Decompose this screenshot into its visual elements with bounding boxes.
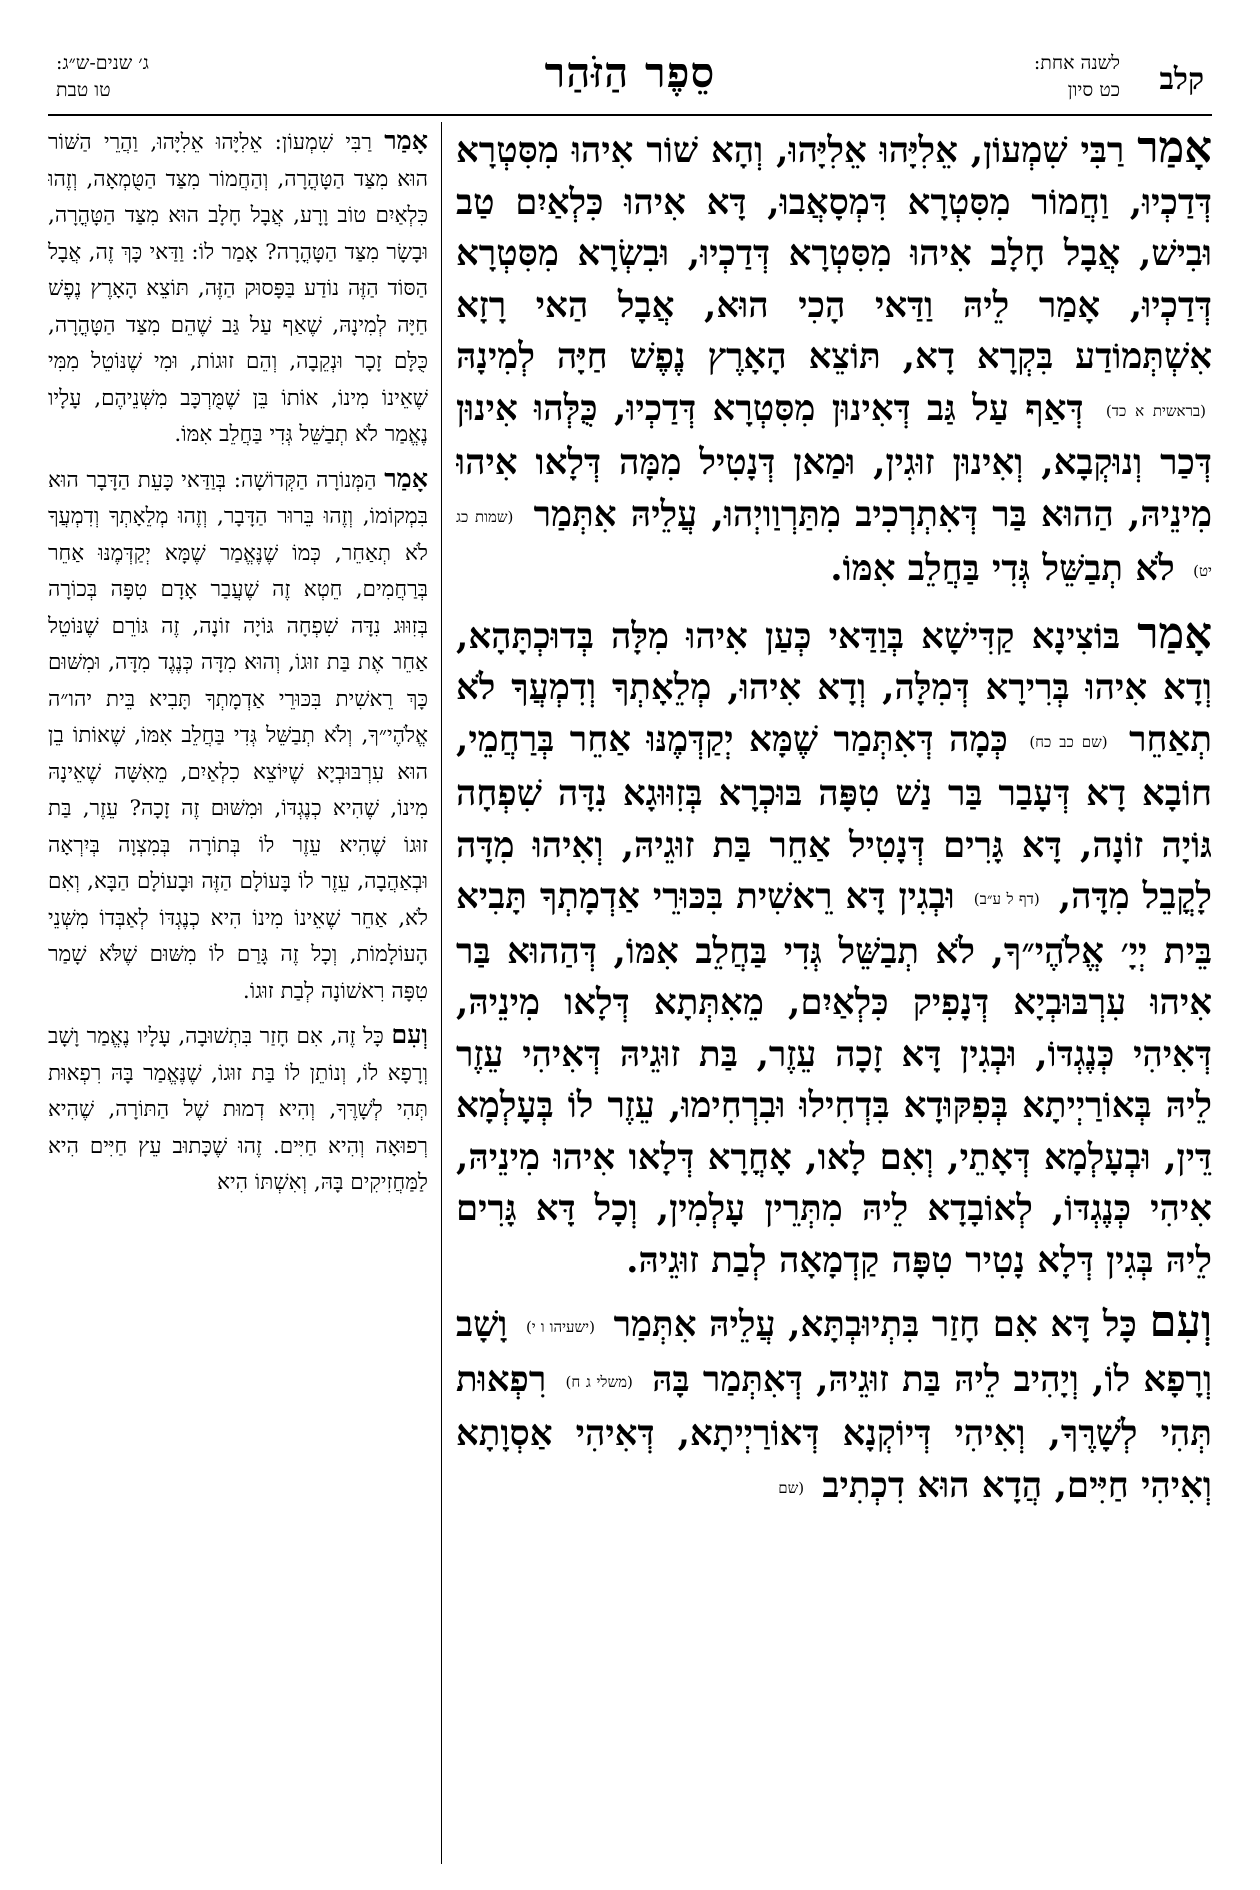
folio-reference: (דף ל ע״ב): [973, 890, 1040, 908]
verse-reference: (בראשית א כד): [1105, 401, 1206, 420]
hebrew-translation-column: [48, 122, 428, 1864]
paragraph-text: דְּאַף עַל גַּב דְּאִינוּן מִסִּטְרָא דְּדַכְיוּ, כֻּלְּהוּ אִינוּן דְּכַר וְנוּקְבָא, וְאִינוּן זוּגִין, וּמַאן דְּנָטִיל מִמָּה דְּלָאו אִיהוּ מִינֵיהּ, הַהוּא בַּר דְּאִתְרְכִיב מִתַּרְוַויְהוּ, עֲלֵיהּ אִתְּמַר: [456, 387, 1212, 535]
main-paragraph-2: [456, 608, 1212, 1287]
verse-reference: (ישעיהו ו י): [525, 1318, 595, 1336]
side-paragraph-3: [48, 1016, 428, 1202]
book-title: סֵפֶר הַזֹּהַר: [544, 48, 716, 97]
paragraph-text: וּבְגִין דָּא רֵאשִׁית בִּכּוּרֵי אַדְמָתְךָ תָּבִיא בֵּית יְיָ׳ אֱלֹהֶי״ךָ, לֹא תְבַשֵּׁל גְּדִי בַּחֲלֵב אִמּוֹ, דְּהַהוּא בַּר אִיהוּ עִרְבּוּבְיָא דְּנָפִיק כִּלְאַיִם, מֵאִתְּתָא דְּלָאו מִינֵיהּ, דְּאִיהִי כְּנֶגְדּוֹ, וּבְגִין דָּא זָכָה עֵזֶר, בַּת זוּגֵיהּ דְּאִיהִי עֵזֶר לֵיהּ בְּאוֹרַיְיתָא בְּפִקּוּדָא בִּדְחִילוּ וּבִרְחִימוּ, עֵזֶר לוֹ בְּעָלְמָא דֵּין, וּבְעָלְמָא דְּאָתֵי, וְאִם לָאו, אָחֳרָא דְּלָאו אִיהוּ מִינֵיהּ, אִיהִי כְּנֶגְדּוֹ, לְאוֹבָדָא לֵיהּ מִתְּרֵין עָלְמִין, וְכָל דָּא גָּרִים לֵיהּ בְּגִין דְּלָא נָטִיר טִפָּה קַדְמָאָה לְבַת זוּגֵיהּ.: [456, 876, 1212, 1281]
cycle-line-2: טו טבת: [56, 79, 111, 101]
main-paragraph-1: [456, 122, 1212, 598]
cycle-line-1: ג׳ שנים-ש״ג:: [56, 52, 149, 74]
paragraph-text: הַמְּנוֹרָה הַקְּדוֹשָׁה: בְּוַדַּאי כָּעֵת הַדָּבָר הוּא בִּמְקוֹמוֹ, וְזֶהוּ בֵּרוּר הַדָּבָר, וְזֶהוּ מְלֵאָתְךָ וְדִמְעֲךָ לֹא תְאַחֵר, כְּמוֹ שֶׁנֶּאֱמַר שֶׁמָּא יְקַדְּמֶנּוּ אַחֵר בְּרַחֲמִים, חֵטְא זֶה שֶׁעֲבַר אָדָם טִפָּה בְּכוֹרָה בְּזִוּוּג נִדָּה שִׁפְחָה גּוֹיָה זוֹנָה, זֶה גּוֹרֵם שֶׁנּוֹטֵל אַחֵר אֶת בַּת זוּגוֹ, וְהוּא מִדָּה כְּנֶגֶד מִדָּה, וּמִשּׁוּם כָּךְ רֵאשִׁית בִּכּוּרֵי אַדְמָתְךָ תָּבִיא בֵּית יהו״ה אֱלֹהֶי״ךָ, וְלֹא תְבַשֵּׁל גְּדִי בַּחֲלֵב אִמּוֹ, שֶׁאוֹתוֹ בֵן הוּא עִרְבּוּבְיָא שֶׁיּוֹצֵא כִלְאַיִם, מֵאִשָּׁה שֶׁאֵינָהּ מִינוֹ, שֶׁהִיא כְנֶגְדּוֹ, וּמִשּׁוּם זֶה זָכָה? עֵזֶר, בַּת זוּגוֹ שֶׁהִיא עֵזֶר לוֹ בְּתוֹרָה בְּמִצְוָה בְּיִרְאָה וּבְאַהֲבָה, עֵזֶר לוֹ בָּעוֹלָם הַזֶּה וּבָעוֹלָם הַבָּא, וְאִם לֹא, אַחֵר שֶׁאֵינוֹ מִינוֹ הִיא כְנֶגְדּוֹ לְאַבְּדוֹ מִשְּׁנֵי הָעוֹלָמוֹת, וְכָל זֶה גָּרַם לוֹ מִשּׁוּם שֶׁלֹּא שָׁמַר טִפָּה רִאשׁוֹנָה לְבַת זוּגוֹ.: [48, 467, 428, 1004]
paragraph-text: רַבִּי שִׁמְעוֹן, אֵלִיָּהוּ אֵלִיָּהוּ, וְהָא שׁוֹר אִיהוּ מִסִּטְרָא דְּדַכְיוּ, וַחֲמוֹר מִסִּטְרָא דִּמְסָאֲבוּ, דָּא אִיהוּ כִּלְאַיִם טַב וּבִישׁ, אֲבָל חָלָב אִיהוּ מִסִּטְרָא דְּדַכְיוּ, וּבִשְׂרָא מִסִּטְרָא דְּדַכְיוּ, אָמַר לֵיהּ וַדַּאי הָכִי הוּא, אֲבָל הַאי רָזָא אִשְׁתְּמוֹדַע בִּקְרָא דָא, תּוֹצֵא הָאָרֶץ נֶפֶשׁ חַיָּה לְמִינָהּ: [456, 130, 1212, 377]
verse-reference: (שם כב כח): [1029, 732, 1108, 751]
paragraph-text: כְּמָה דְּאִתְּמַר שֶׁמָּא יְקַדְּמֶנּוּ אַחֵר בְּרַחֲמֵי, חוֹבָא דָא דְּעָבַר בַּר נַשׁ טִפָּה בּוּכְרָא בְּזִוּוּגָא נִדָּה שִׁפְחָה גּוֹיָה זוֹנָה, דָּא גָּרִים דְּנָטִיל אַחֵר בַּת זוּגֵיהּ, וְאִיהוּ מִדָּה לָקֳבֵל מִדָּה,: [456, 718, 1212, 917]
paragraph-lead-word: וְעִם: [391, 1019, 428, 1049]
page-header: [48, 44, 1212, 116]
text-columns: [48, 122, 1212, 1864]
schedule-line-2: כט סיון: [1067, 79, 1120, 101]
paragraph-lead-word: אָמַר: [384, 125, 428, 155]
paragraph-text: וָשָׁב וְרָפָא לוֹ, וְיָהִיב לֵיהּ בַּת זוּגֵיהּ, דְּאִתְּמַר בָּהּ: [456, 1304, 1212, 1400]
side-paragraph-2: [48, 460, 428, 1011]
page-number: קלב: [1159, 62, 1204, 97]
column-divider: [441, 122, 442, 1864]
paragraph-lead-word: אָמַר: [1137, 607, 1212, 659]
verse-reference: (משלי ג ח): [565, 1372, 633, 1391]
paragraph-text: רַבִּי שִׁמְעוֹן: אֵלִיָּהוּ אֵלִיָּהוּ, וַהֲרֵי הַשּׁוֹר הוּא מִצַּד הַטָּהֳרָה, וְהַחֲמוֹר מִצַּד הַטֻּמְאָה, וְזֶהוּ כִּלְאַיִם טוֹב וָרָע, אֲבָל חָלָב הוּא מִצַּד הַטָּהֳרָה, וּבָשָׂר מִצַּד הַטָּהֳרָה? אָמַר לוֹ: וַדַּאי כָּךְ זֶה, אֲבָל הַסּוֹד הַזֶּה נוֹדַע בַּפָּסוּק הַזֶּה, תּוֹצֵא הָאָרֶץ נֶפֶשׁ חַיָּה לְמִינָהּ, שֶׁאַף עַל גַּב שֶׁהֵם מִצַּד הַטָּהֳרָה, כֻּלָּם זָכָר וּנְקֵבָה, וְהֵם זוּגוֹת, וּמִי שֶׁנּוֹטֵל מִמִּי שֶׁאֵינוֹ מִינוֹ, אוֹתוֹ בֵּן שֶׁמֻּרְכָּב מִשְּׁנֵיהֶם, עָלָיו נֶאֱמַר לֹא תְבַשֵּׁל גְּדִי בַּחֲלֵב אִמּוֹ.: [48, 130, 428, 447]
side-paragraph-1: [48, 122, 428, 454]
paragraph-lead-word: אָמַר: [384, 462, 428, 493]
paragraph-lead-word: אָמַר: [1137, 122, 1212, 173]
paragraph-text: כָּל זֶה, אִם חָזַר בִּתְשׁוּבָה, עָלָיו נֶאֱמַר וָשָׁב וְרָפָא לוֹ, וְנוֹתֵן לוֹ בַּת זוּגוֹ, שֶׁנֶּאֱמַר בָּהּ רִפְאוּת תְּהִי לְשָׁרֶּךָ, וְהִיא דְמוּת שֶׁל הַתּוֹרָה, שֶׁהִיא רְפוּאָה וְהִיא חַיִּים. זֶהוּ שֶׁכָּתוּב עֵץ חַיִּים הִיא לַמַּחֲזִיקִים בָּהּ, וְאִשְׁתּוֹ הִיא: [48, 1024, 428, 1195]
paragraph-text: כָּל דָּא אִם חָזַר בִּתְיוּבְתָּא, עֲלֵיהּ אִתְּמַר: [613, 1304, 1137, 1345]
main-paragraph-3: [456, 1296, 1212, 1514]
paragraph-text: רִפְאוּת תְּהִי לְשָׁרֶּךָ, וְאִיהִי דְּיוֹקְנָא דְּאוֹרַיְיתָא, דְּאִיהִי אַסְוָתָא וְאִיהִי חַיִּים, הֲדָא הוּא דִכְתִיב: [456, 1358, 1212, 1506]
schedule-line-1: לשנה אחת:: [1033, 52, 1120, 74]
verse-reference: (שמות כג יט): [456, 507, 1212, 580]
zohar-page: [48, 44, 1212, 1864]
paragraph-text: לֹא תְבַשֵּׁל גְּדִי בַּחֲלֵב אִמּוֹ.: [830, 548, 1175, 589]
aramaic-column: [456, 122, 1212, 1864]
paragraph-text: בּוֹצִינָא קַדִּישָׁא בְּוַדַּאי כְּעַן אִיהוּ מִלָּה בְּדוּכְתָּהָא, וְדָא אִיהוּ בְּרִירָא דְּמִלָּה, וְדָא אִיהוּ, מְלֵאָתְךָ וְדִמְעֲךָ לֹא תְאַחֵר: [456, 615, 1212, 760]
cycle-schedule: [56, 50, 256, 104]
verse-reference: (שם: [778, 1478, 805, 1497]
paragraph-lead-word: וְעִם: [1149, 1296, 1212, 1347]
